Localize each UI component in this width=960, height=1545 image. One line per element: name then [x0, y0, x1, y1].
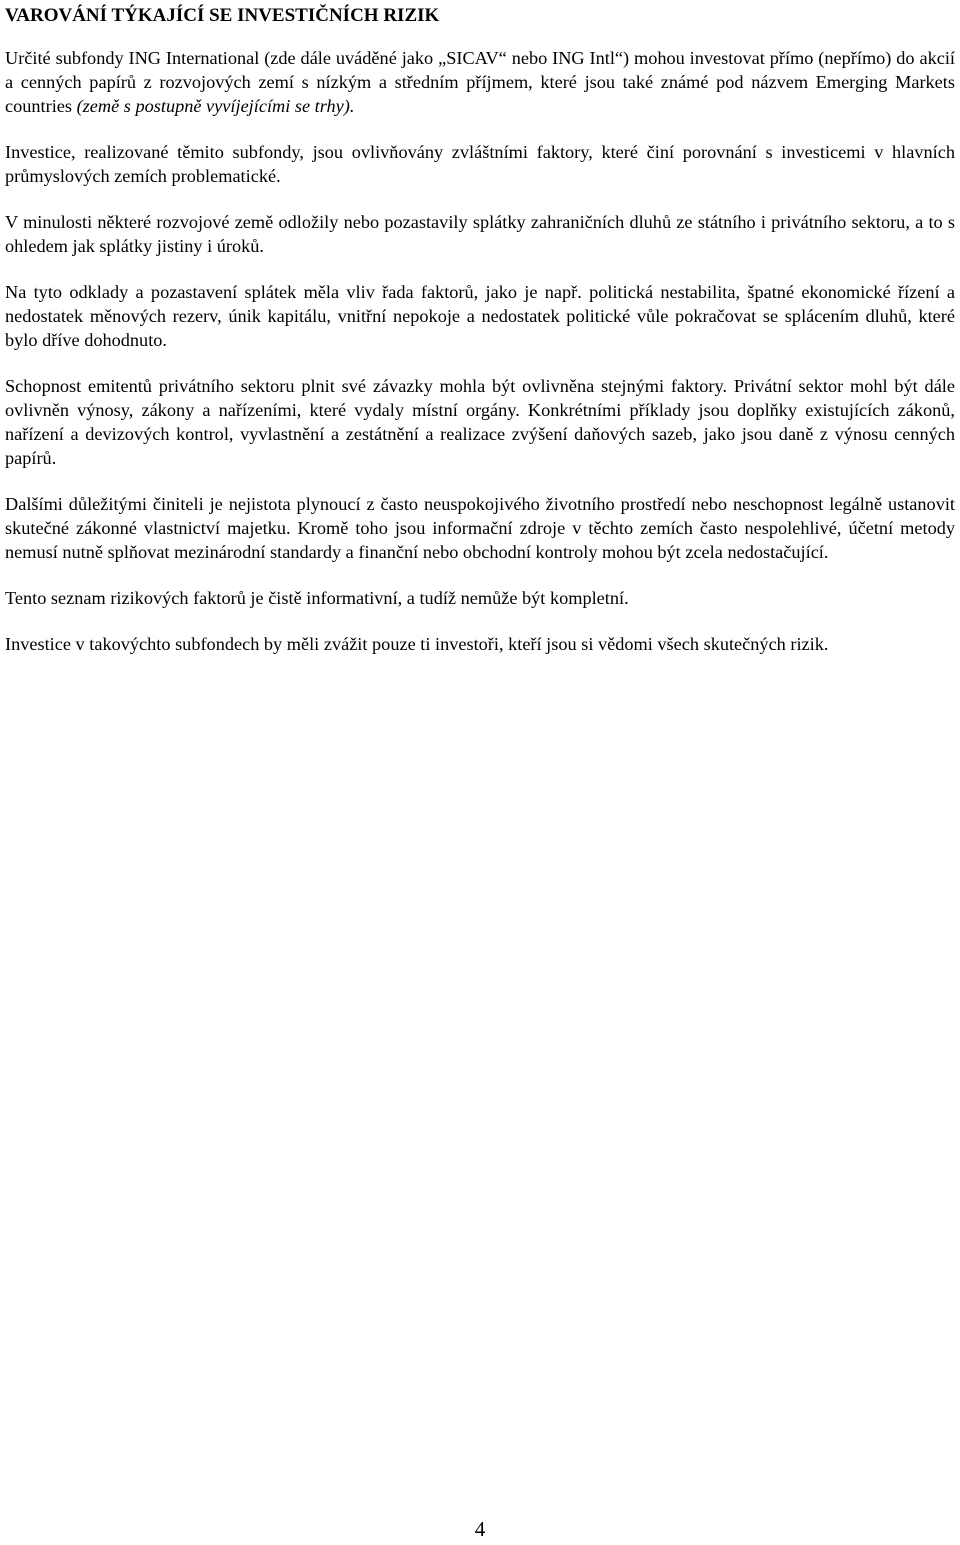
page-title: VAROVÁNÍ TÝKAJÍCÍ SE INVESTIČNÍCH RIZIK	[5, 5, 440, 26]
paragraph-investor-warning: Investice v takovýchto subfondech by měli zvážit pouze ti investoři, kteří jsou si vědomi všech skutečných rizik.	[5, 634, 829, 654]
paragraph-list-informative: Tento seznam rizikových faktorů je čistě informativní, a tudíž nemůže být kompletní.	[5, 588, 629, 608]
paragraph-postponement-factors: Na tyto odklady a pozastavení splátek měla vliv řada faktorů, jako je např. politická nestabilita, špatné ekonomické řízení a nedostatek měnových rezerv, únik kapitálu, vnitřní nepokoje a nedostatek politické vůle pokračovat se splácením dluhů, které bylo dříve dohodnuto.	[5, 282, 955, 350]
paragraph-sicav-intro-text: Určité subfondy ING International (zde dále uváděné jako „SICAV“ nebo ING Intl“) mohou investovat přímo (nepřímo) do akcií a cenných papírů z rozvojových zemí s nízkým a středním příjmem, které jsou také známé pod názvem Emerging Markets countries	[5, 48, 955, 116]
paragraph-private-sector: Schopnost emitentů privátního sektoru plnit své závazky mohla být ovlivněna stejnými faktory. Privátní sektor mohl být dále ovlivněn výnosy, zákony a nařízeními, které vydaly místní orgány. Konkrétními příklady jsou doplňky existujících zákonů, nařízení a devizových kontrol, vyvlastnění a zestátnění a realizace zvýšení daňových sazeb, jako jsou daně z výnosu cenných papírů.	[5, 376, 955, 468]
page-number: 4	[474, 1517, 486, 1541]
paragraph-other-factors: Dalšími důležitými činiteli je nejistota plynoucí z často neuspokojivého životního prostředí nebo neschopnost legálně ustanovit skutečné zákonné vlastnictví majetku. Kromě toho jsou informační zdroje v těchto zemích často nespolehlivé, účetní metody nemusí nutně splňovat mezinárodní standardy a finanční nebo obchodní kontroly mohou být zcela nedostačující.	[5, 494, 955, 562]
document-page	[5, 4, 955, 678]
paragraph-special-factors: Investice, realizované těmito subfondy, jsou ovlivňovány zvláštními faktory, které činí porovnání s investicemi v hlavních průmyslových zemích problematické.	[5, 142, 955, 186]
paragraph-sicav-intro	[5, 46, 955, 118]
paragraph-debt-postponement: V minulosti některé rozvojové země odložily nebo pozastavily splátky zahraničních dluhů ze státního i privátního sektoru, a to s ohledem jak splátky jistiny i úroků.	[5, 212, 955, 256]
paragraph-sicav-intro-italic: (země s postupně vyvíjejícími se trhy).	[76, 96, 355, 116]
